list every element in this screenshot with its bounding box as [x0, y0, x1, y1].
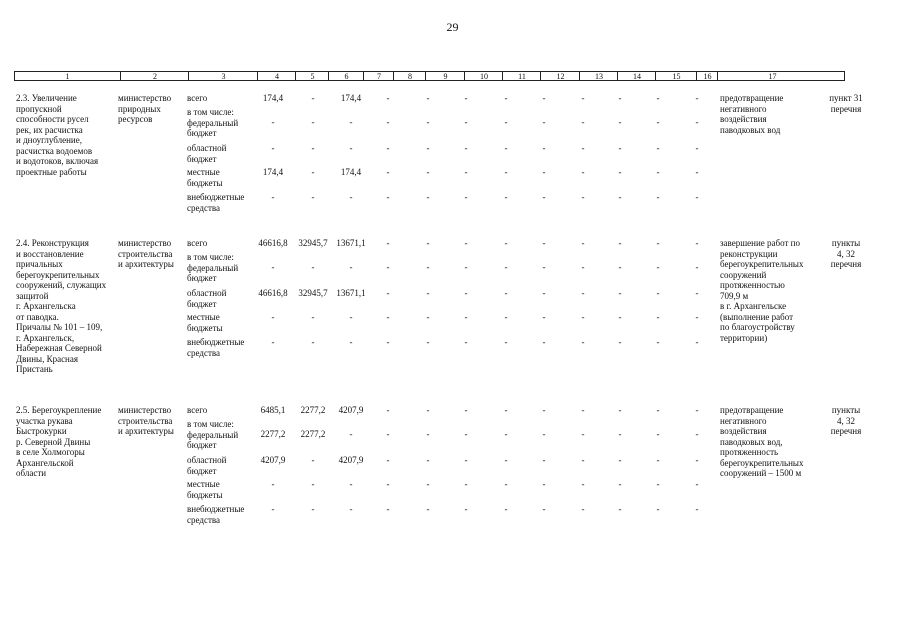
value-year-2: 4207,9 [338, 405, 364, 415]
empty-value-dash: - [618, 337, 622, 347]
value-year-1: - [311, 455, 315, 465]
column-number-8: 8 [393, 72, 426, 81]
value-year-1: - [311, 117, 315, 127]
empty-value-dash: - [386, 429, 390, 439]
empty-value-dash: - [464, 143, 468, 153]
column-number-10: 10 [464, 72, 503, 81]
empty-value-dash: - [695, 504, 699, 514]
empty-value-dash: - [581, 504, 585, 514]
empty-value-dash: - [386, 262, 390, 272]
empty-value-dash: - [656, 192, 660, 202]
funding-source-label: областной бюджет [187, 455, 227, 476]
funding-source-label: всего [187, 238, 208, 248]
value-year-2: - [349, 117, 353, 127]
empty-value-dash: - [656, 337, 660, 347]
empty-value-dash: - [656, 312, 660, 322]
empty-value-dash: - [504, 337, 508, 347]
empty-value-dash: - [542, 262, 546, 272]
empty-value-dash: - [581, 192, 585, 202]
value-total: - [271, 504, 275, 514]
empty-value-dash: - [504, 429, 508, 439]
value-year-1: - [311, 479, 315, 489]
responsible-ministry: министерство строительства и архитектуры [118, 238, 174, 269]
empty-value-dash: - [542, 405, 546, 415]
empty-value-dash: - [386, 238, 390, 248]
column-number-12: 12 [540, 72, 580, 81]
column-number-5: 5 [295, 72, 329, 81]
expected-result: предотвращение негативного воздействия паводковых вод, протяженность берегоукрепительных сооружений – 1500 м [720, 405, 804, 478]
funding-source-label: областной бюджет [187, 288, 227, 309]
empty-value-dash: - [426, 312, 430, 322]
value-year-1: - [311, 192, 315, 202]
value-total: - [271, 143, 275, 153]
empty-value-dash: - [656, 288, 660, 298]
column-number-7: 7 [363, 72, 394, 81]
empty-value-dash: - [542, 93, 546, 103]
empty-value-dash: - [618, 238, 622, 248]
empty-value-dash: - [464, 167, 468, 177]
expected-result: завершение работ по реконструкции берегоукрепительных сооружений протяженностью 709,9 м в г. Архангельске (выполнение работ по благоустройству территории) [720, 238, 804, 343]
empty-value-dash: - [581, 262, 585, 272]
empty-value-dash: - [618, 93, 622, 103]
value-total: 4207,9 [260, 455, 286, 465]
empty-value-dash: - [426, 262, 430, 272]
empty-value-dash: - [464, 288, 468, 298]
empty-value-dash: - [618, 117, 622, 127]
empty-value-dash: - [464, 455, 468, 465]
funding-source-label: в том числе: федеральный бюджет [187, 107, 239, 138]
empty-value-dash: - [426, 504, 430, 514]
funding-source-label: всего [187, 405, 208, 415]
empty-value-dash: - [618, 288, 622, 298]
empty-value-dash: - [464, 479, 468, 489]
empty-value-dash: - [656, 455, 660, 465]
value-year-2: 174,4 [340, 93, 362, 103]
page-number: 29 [446, 20, 459, 34]
column-number-2: 2 [120, 72, 189, 81]
empty-value-dash: - [386, 117, 390, 127]
empty-value-dash: - [542, 429, 546, 439]
responsible-ministry: министерство природных ресурсов [118, 93, 172, 124]
empty-value-dash: - [695, 337, 699, 347]
reference: пункты 4, 32 перечня [830, 238, 862, 269]
empty-value-dash: - [618, 312, 622, 322]
empty-value-dash: - [386, 312, 390, 322]
empty-value-dash: - [386, 167, 390, 177]
funding-source-label: областной бюджет [187, 143, 227, 164]
value-total: 46616,8 [258, 238, 288, 248]
empty-value-dash: - [542, 337, 546, 347]
value-year-1: - [311, 337, 315, 347]
value-total: - [271, 479, 275, 489]
value-year-2: 13671,1 [336, 288, 366, 298]
empty-value-dash: - [618, 455, 622, 465]
empty-value-dash: - [618, 504, 622, 514]
empty-value-dash: - [426, 479, 430, 489]
funding-source-label: всего [187, 93, 208, 103]
empty-value-dash: - [464, 117, 468, 127]
value-year-2: - [349, 143, 353, 153]
empty-value-dash: - [464, 504, 468, 514]
empty-value-dash: - [464, 192, 468, 202]
empty-value-dash: - [542, 192, 546, 202]
empty-value-dash: - [695, 262, 699, 272]
empty-value-dash: - [504, 455, 508, 465]
empty-value-dash: - [695, 143, 699, 153]
column-number-1: 1 [65, 72, 70, 81]
value-year-2: - [349, 479, 353, 489]
empty-value-dash: - [464, 405, 468, 415]
empty-value-dash: - [464, 93, 468, 103]
empty-value-dash: - [581, 429, 585, 439]
empty-value-dash: - [504, 167, 508, 177]
empty-value-dash: - [656, 429, 660, 439]
empty-value-dash: - [386, 288, 390, 298]
empty-value-dash: - [386, 192, 390, 202]
empty-value-dash: - [581, 337, 585, 347]
empty-value-dash: - [542, 288, 546, 298]
empty-value-dash: - [504, 143, 508, 153]
value-year-2: 174,4 [340, 167, 362, 177]
empty-value-dash: - [695, 479, 699, 489]
empty-value-dash: - [504, 262, 508, 272]
column-number-15: 15 [655, 72, 697, 81]
value-total: - [271, 192, 275, 202]
empty-value-dash: - [386, 143, 390, 153]
empty-value-dash: - [695, 117, 699, 127]
empty-value-dash: - [618, 405, 622, 415]
funding-source-label: внебюджетные средства [187, 337, 245, 358]
empty-value-dash: - [581, 238, 585, 248]
value-year-1: - [311, 143, 315, 153]
empty-value-dash: - [542, 167, 546, 177]
value-year-1: - [311, 167, 315, 177]
funding-source-label: в том числе: федеральный бюджет [187, 252, 239, 283]
responsible-ministry: министерство строительства и архитектуры [118, 405, 174, 436]
value-year-2: - [349, 337, 353, 347]
empty-value-dash: - [656, 405, 660, 415]
empty-value-dash: - [581, 312, 585, 322]
empty-value-dash: - [504, 238, 508, 248]
value-total: 174,4 [262, 93, 284, 103]
value-year-1: - [311, 93, 315, 103]
empty-value-dash: - [695, 288, 699, 298]
empty-value-dash: - [581, 143, 585, 153]
empty-value-dash: - [656, 262, 660, 272]
funding-source-label: местные бюджеты [187, 167, 223, 188]
value-year-1: 2277,2 [300, 405, 326, 415]
empty-value-dash: - [426, 337, 430, 347]
empty-value-dash: - [618, 192, 622, 202]
value-year-2: - [349, 192, 353, 202]
value-year-1: 32945,7 [298, 288, 328, 298]
column-number-16: 16 [696, 72, 718, 81]
funding-source-label: в том числе: федеральный бюджет [187, 419, 239, 450]
empty-value-dash: - [504, 192, 508, 202]
column-number-17: 17 [717, 72, 827, 81]
empty-value-dash: - [426, 167, 430, 177]
empty-value-dash: - [426, 93, 430, 103]
empty-value-dash: - [426, 143, 430, 153]
empty-value-dash: - [426, 429, 430, 439]
empty-value-dash: - [542, 479, 546, 489]
empty-value-dash: - [386, 455, 390, 465]
measure-name: 2.5. Берегоукрепление участка рукава Быстрокурки р. Северной Двины в селе Холмогоры Архангельской области [16, 405, 102, 478]
value-year-1: - [311, 262, 315, 272]
empty-value-dash: - [504, 479, 508, 489]
empty-value-dash: - [618, 479, 622, 489]
empty-value-dash: - [656, 238, 660, 248]
empty-value-dash: - [581, 405, 585, 415]
column-number-11: 11 [502, 72, 541, 81]
value-year-1: 32945,7 [298, 238, 328, 248]
measure-name: 2.3. Увеличение пропускной способности русел рек, их расчистка и дноуглубление, расчистка водоемов и водотоков, включая проектные работы [16, 93, 99, 177]
empty-value-dash: - [656, 93, 660, 103]
empty-value-dash: - [618, 167, 622, 177]
empty-value-dash: - [695, 238, 699, 248]
empty-value-dash: - [581, 288, 585, 298]
empty-value-dash: - [618, 143, 622, 153]
value-year-2: - [349, 312, 353, 322]
empty-value-dash: - [464, 429, 468, 439]
column-number-6: 6 [328, 72, 364, 81]
empty-value-dash: - [656, 504, 660, 514]
value-total: - [271, 337, 275, 347]
empty-value-dash: - [426, 238, 430, 248]
empty-value-dash: - [504, 312, 508, 322]
value-total: 46616,8 [258, 288, 288, 298]
empty-value-dash: - [504, 117, 508, 127]
empty-value-dash: - [464, 337, 468, 347]
empty-value-dash: - [542, 117, 546, 127]
empty-value-dash: - [542, 238, 546, 248]
empty-value-dash: - [426, 405, 430, 415]
empty-value-dash: - [695, 429, 699, 439]
empty-value-dash: - [581, 479, 585, 489]
value-year-2: - [349, 429, 353, 439]
empty-value-dash: - [695, 192, 699, 202]
value-year-1: - [311, 312, 315, 322]
empty-value-dash: - [504, 93, 508, 103]
empty-value-dash: - [464, 238, 468, 248]
empty-value-dash: - [581, 93, 585, 103]
column-number-9: 9 [425, 72, 465, 81]
value-total: 6485,1 [260, 405, 286, 415]
empty-value-dash: - [464, 262, 468, 272]
empty-value-dash: - [386, 405, 390, 415]
empty-value-dash: - [618, 429, 622, 439]
reference: пункт 31 перечня [829, 93, 863, 114]
value-year-2: - [349, 262, 353, 272]
column-number-4: 4 [257, 72, 296, 81]
empty-value-dash: - [386, 93, 390, 103]
value-year-1: 2277,2 [300, 429, 326, 439]
empty-value-dash: - [695, 167, 699, 177]
value-year-2: 13671,1 [336, 238, 366, 248]
column-number-header [14, 71, 845, 81]
empty-value-dash: - [695, 455, 699, 465]
empty-value-dash: - [581, 117, 585, 127]
empty-value-dash: - [618, 262, 622, 272]
column-number-3: 3 [188, 72, 258, 81]
empty-value-dash: - [426, 288, 430, 298]
funding-source-label: местные бюджеты [187, 479, 223, 500]
empty-value-dash: - [581, 455, 585, 465]
empty-value-dash: - [542, 504, 546, 514]
empty-value-dash: - [656, 479, 660, 489]
empty-value-dash: - [656, 143, 660, 153]
empty-value-dash: - [464, 312, 468, 322]
value-total: - [271, 312, 275, 322]
empty-value-dash: - [695, 93, 699, 103]
funding-source-label: внебюджетные средства [187, 504, 245, 525]
value-year-2: - [349, 504, 353, 514]
value-total: - [271, 262, 275, 272]
expected-result: предотвращение негативного воздействия паводковых вод [720, 93, 784, 135]
empty-value-dash: - [656, 117, 660, 127]
empty-value-dash: - [695, 405, 699, 415]
funding-source-label: внебюджетные средства [187, 192, 245, 213]
empty-value-dash: - [386, 479, 390, 489]
column-number-13: 13 [579, 72, 618, 81]
empty-value-dash: - [504, 504, 508, 514]
empty-value-dash: - [542, 143, 546, 153]
empty-value-dash: - [426, 192, 430, 202]
empty-value-dash: - [542, 312, 546, 322]
measure-name: 2.4. Реконструкция и восстановление причальных берегоукрепительных сооружений, служащих защитой г. Архангельска от паводка. Причалы № 101 – 109, г. Архангельск, Набережная Северной Двины, Красная Пристань [16, 238, 107, 374]
value-total: 2277,2 [260, 429, 286, 439]
empty-value-dash: - [426, 455, 430, 465]
empty-value-dash: - [386, 504, 390, 514]
empty-value-dash: - [542, 455, 546, 465]
empty-value-dash: - [695, 312, 699, 322]
value-year-1: - [311, 504, 315, 514]
column-number-14: 14 [617, 72, 656, 81]
empty-value-dash: - [426, 117, 430, 127]
empty-value-dash: - [504, 288, 508, 298]
empty-value-dash: - [386, 337, 390, 347]
value-total: - [271, 117, 275, 127]
funding-source-label: местные бюджеты [187, 312, 223, 333]
reference: пункты 4, 32 перечня [830, 405, 862, 436]
value-total: 174,4 [262, 167, 284, 177]
empty-value-dash: - [504, 405, 508, 415]
empty-value-dash: - [656, 167, 660, 177]
value-year-2: 4207,9 [338, 455, 364, 465]
empty-value-dash: - [581, 167, 585, 177]
